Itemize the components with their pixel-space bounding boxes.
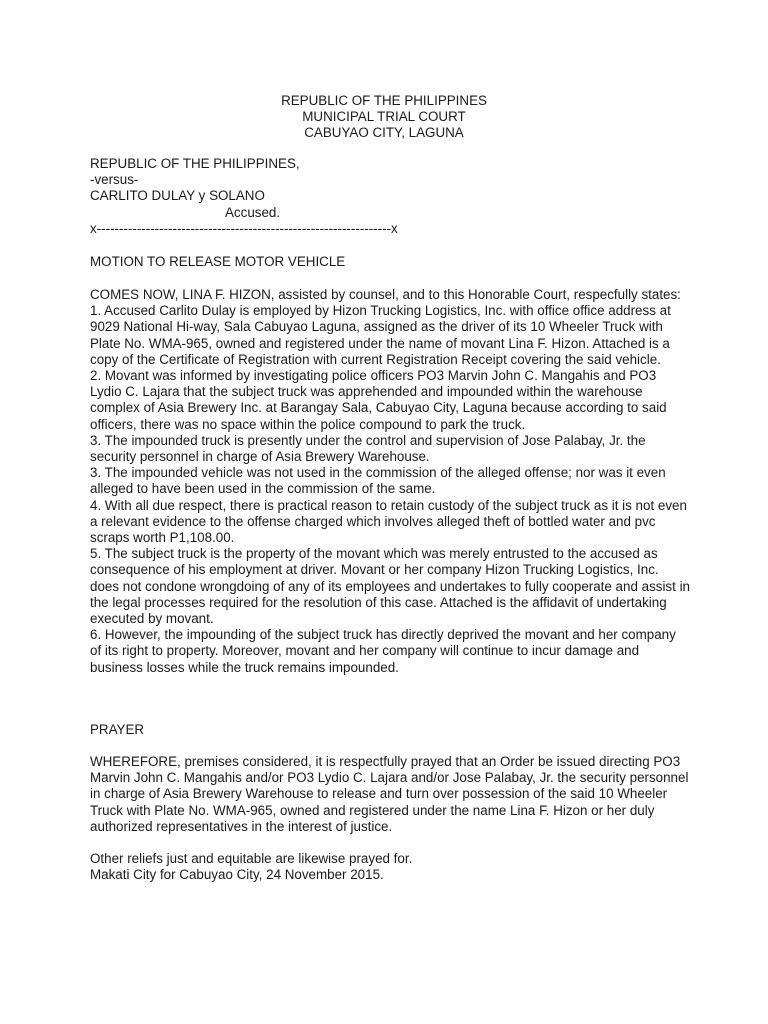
paragraph-5: 5. The subject truck is the property of the movant which was merely entrusted to the accused as consequence of his employment at driver. Movant or her company Hizon Trucking Logistics, Inc. does not condone wrongdoing of any of its employees and undertakes to fully cooperate and assist in the legal processes required for the resolution of this case. Attached is the affidavit of undertaking executed by movant. — [90, 546, 690, 627]
paragraph-4: 4. With all due respect, there is practical reason to retain custody of the subject truck as it is not even a relevant evidence to the offense charged which involves alleged theft of bottled water and pvc scraps worth P1,108.00. — [90, 497, 687, 546]
header-court: MUNICIPAL TRIAL COURT — [302, 109, 466, 125]
intro-paragraph: COMES NOW, LINA F. HIZON, assisted by counsel, and to this Honorable Court, respecfully states: — [90, 287, 681, 302]
caption-role: Accused. — [225, 204, 281, 220]
prayer-paragraph: WHEREFORE, premises considered, it is respectfully prayed that an Order be issued directing PO3 Marvin John C. Mangahis and/or PO3 Lydio C. Lajara and/or Jose Palabay, Jr. the security personnel in charge of Asia Brewery Warehouse to release and turn over possession of the said 10 Wheeler Truck with Plate No. WMA-965, owned and registered under the name Lina F. Hizon or her duly authorized representatives in the interest of justice. — [90, 754, 689, 834]
header-location: CABUYAO CITY, LAGUNA — [304, 125, 464, 141]
paragraph-3a: 3. The impounded truck is presently under the control and supervision of Jose Palabay, Jr. the security personnel in charge of Asia Brewery Warehouse. — [90, 432, 646, 465]
header-republic: REPUBLIC OF THE PHILIPPINES — [281, 93, 487, 108]
paragraph-2: 2. Movant was informed by investigating police officers PO3 Marvin John C. Mangahis and PO3 Lydio C. Lajara that the subject truck was apprehended and impounded within the warehouse complex of Asia Brewery Inc. at Barangay Sala, Cabuyao City, Laguna because according to said officers, there was no space within the police compound to park the truck. — [90, 368, 667, 432]
motion-body — [90, 287, 690, 676]
caption-defendant: CARLITO DULAY y SOLANO — [90, 188, 265, 204]
document-title: MOTION TO RELEASE MOTOR VEHICLE — [90, 254, 346, 269]
caption-plaintiff: REPUBLIC OF THE PHILIPPINES, — [90, 156, 300, 171]
place-and-date: Makati City for Cabuyao City, 24 November 2015. — [90, 867, 384, 883]
other-reliefs: Other reliefs just and equitable are likewise prayed for. — [90, 851, 413, 866]
caption-divider: x------------------------------------------------------------------x — [90, 221, 398, 236]
caption-versus: -versus- — [90, 172, 139, 188]
paragraph-6: 6. However, the impounding of the subject truck has directly deprived the movant and her company of its right to property. Moreover, movant and her company will continue to incur damage and business losses while the truck remains impounded. — [90, 627, 676, 675]
closing-block — [90, 851, 690, 883]
paragraph-3b: 3. The impounded vehicle was not used in the commission of the alleged offense; nor was it even alleged to have been used in the commission of the same. — [90, 465, 666, 497]
paragraph-1: 1. Accused Carlito Dulay is employed by Hizon Trucking Logistics, Inc. with office office address at 9029 National Hi-way, Sala Cabuyao Laguna, assigned as the driver of its 10 Wheeler Truck with Plate No. WMA-965, owned and registered under the name of movant Lina F. Hizon. Attached is a copy of the Certificate of Registration with current Registration Receipt covering the said vehicle. — [90, 303, 671, 367]
prayer-heading: PRAYER — [90, 722, 145, 737]
court-header — [0, 93, 768, 142]
case-caption — [90, 156, 690, 221]
